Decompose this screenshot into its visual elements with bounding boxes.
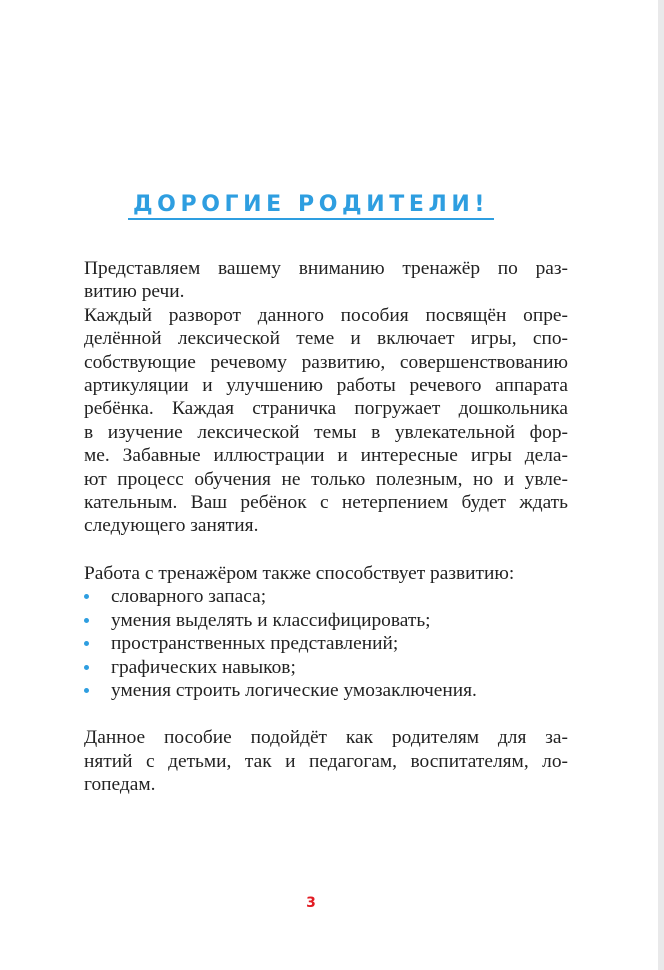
bullet-icon <box>84 665 89 670</box>
paragraph-line: ют процесс обучения не только полезным, но и увле- <box>84 468 568 490</box>
bullet-icon <box>84 641 89 646</box>
paragraph-line: Каждый разворот данного пособия посвящён опре- <box>84 304 568 326</box>
closing-paragraph <box>84 726 568 796</box>
paragraph-line: ребёнка. Каждая страничка погружает дошкольника <box>84 398 568 420</box>
skills-intro: Работа с тренажёром также способствует развитию: <box>84 562 515 584</box>
list-item-text: графических навыков; <box>111 656 296 678</box>
body-text <box>84 257 568 797</box>
page-title: ДОРОГИЕ РОДИТЕЛИ! <box>132 192 490 217</box>
bullet-icon <box>84 594 89 599</box>
closing-line-2: нятий с детьми, так и педагогам, воспитателям, ло- <box>84 750 568 772</box>
list-item-text: пространственных представлений; <box>111 633 399 655</box>
bullet-icon <box>84 618 89 623</box>
list-item <box>84 656 568 679</box>
paragraph-line: собствующие речевому развитию, совершенствованию <box>84 351 568 373</box>
intro-line-2: витию речи. <box>84 281 185 303</box>
paragraph-line: следующего занятия. <box>84 515 259 537</box>
bullet-icon <box>84 688 89 693</box>
list-item <box>84 609 568 632</box>
closing-line-3: гопедам. <box>84 774 156 796</box>
skills-list <box>84 585 568 702</box>
paragraph-line: делённой лексической теме и включает игры, спо- <box>84 328 568 350</box>
heading-block <box>128 190 494 220</box>
intro-line-1: Представляем вашему вниманию тренажёр по раз- <box>84 258 568 279</box>
intro-paragraph <box>84 257 568 304</box>
list-item-text: умения строить логические умозаключения. <box>111 679 477 701</box>
list-item <box>84 585 568 608</box>
page-number: 3 <box>306 895 316 911</box>
spacer <box>84 702 568 726</box>
list-item-text: умения выделять и классифицировать; <box>111 609 431 631</box>
paragraph-line: артикуляции и улучшению работы речевого аппарата <box>84 375 568 397</box>
paragraph-line: в изучение лексической темы в увлекательной фор- <box>84 421 568 443</box>
list-item <box>84 679 568 702</box>
description-paragraph <box>84 304 568 538</box>
closing-line-1: Данное пособие подойдёт как родителям для за- <box>84 727 568 749</box>
list-item <box>84 632 568 655</box>
paragraph-line: ме. Забавные иллюстрации и интересные игры дела- <box>84 445 568 467</box>
spacer <box>84 538 568 562</box>
paragraph-line: кательным. Ваш ребёнок с нетерпением будет ждать <box>84 492 568 514</box>
list-item-text: словарного запаса; <box>111 586 267 608</box>
